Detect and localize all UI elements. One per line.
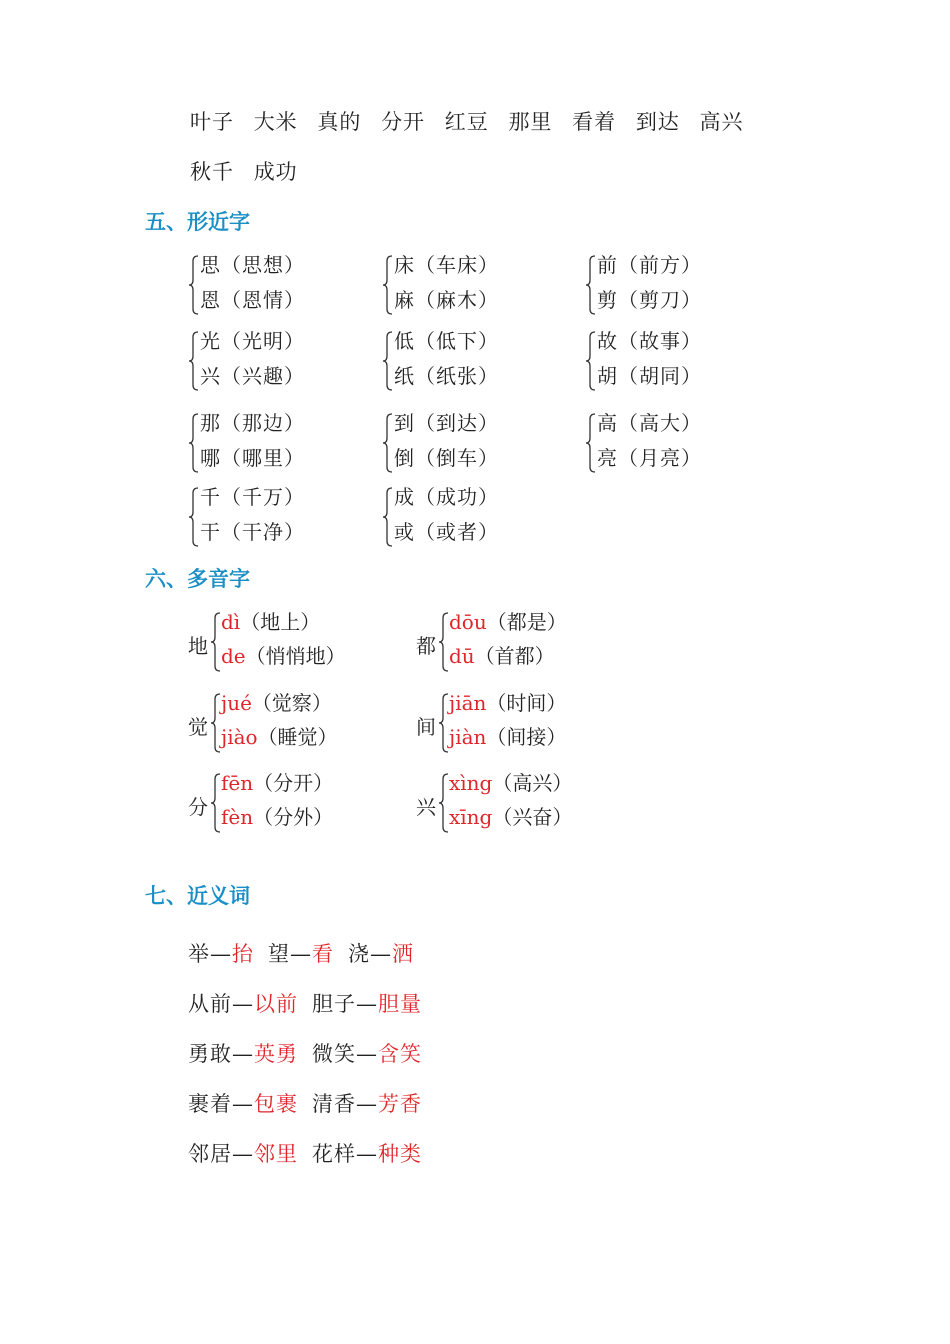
reading-example: （都是） bbox=[486, 610, 567, 634]
vocab-word: 那里 bbox=[508, 110, 553, 134]
dash: — bbox=[356, 1042, 378, 1066]
vocab-word: 看着 bbox=[572, 110, 617, 134]
polyphone-reading bbox=[221, 687, 332, 716]
similar-char-entry: 那（那边） bbox=[200, 411, 305, 435]
similar-char-entry: 千（千万） bbox=[200, 485, 305, 509]
synonym-word: 望 bbox=[268, 942, 290, 966]
pinyin: jué bbox=[221, 691, 252, 715]
pinyin: fēn bbox=[221, 771, 254, 795]
reading-example: （高兴） bbox=[492, 771, 573, 795]
reading-example: （地上） bbox=[240, 610, 321, 634]
similar-char-pair bbox=[382, 487, 562, 557]
similar-char-pair bbox=[585, 413, 765, 483]
polyphone-reading bbox=[449, 801, 572, 830]
polyphone-char: 觉 bbox=[188, 715, 208, 739]
polyphone-item bbox=[188, 773, 408, 843]
pinyin: de bbox=[221, 644, 246, 668]
polyphone-item bbox=[416, 773, 636, 843]
vocab-word: 大米 bbox=[253, 110, 298, 134]
similar-char-entry: 胡（胡同） bbox=[597, 364, 702, 388]
synonym-word: 微笑 bbox=[312, 1042, 356, 1066]
similar-char-entry: 兴（兴趣） bbox=[200, 364, 305, 388]
reading-example: （时间） bbox=[486, 691, 567, 715]
synonym-answer: 英勇 bbox=[254, 1042, 298, 1066]
pinyin: xìng bbox=[449, 771, 493, 795]
similar-char-entry: 纸（纸张） bbox=[394, 364, 499, 388]
synonym-answer: 抬 bbox=[232, 942, 254, 966]
dash: — bbox=[356, 992, 378, 1016]
similar-char-entry: 恩（恩情） bbox=[200, 288, 305, 312]
similar-char-entry: 到（到达） bbox=[394, 411, 499, 435]
curly-brace-icon bbox=[382, 487, 394, 547]
synonym-answer: 洒 bbox=[392, 942, 414, 966]
synonym-word: 花样 bbox=[312, 1142, 356, 1166]
synonym-line bbox=[188, 1088, 422, 1118]
reading-example: （觉察） bbox=[251, 691, 332, 715]
synonym-line bbox=[188, 1138, 422, 1168]
similar-char-pair bbox=[188, 255, 368, 325]
synonym-answer: 以前 bbox=[254, 992, 298, 1016]
reading-example: （首都） bbox=[474, 644, 555, 668]
similar-char-entry: 麻（麻木） bbox=[394, 288, 499, 312]
polyphone-reading bbox=[449, 767, 572, 796]
section-heading-polyphones: 六、多音字 bbox=[145, 567, 250, 591]
curly-brace-icon bbox=[585, 413, 597, 473]
synonym-answer: 芳香 bbox=[378, 1092, 422, 1116]
pinyin: xīng bbox=[449, 805, 493, 829]
polyphone-reading bbox=[221, 721, 338, 750]
vocab-line-1 bbox=[190, 106, 756, 136]
polyphone-char: 地 bbox=[188, 634, 208, 658]
pinyin: jiào bbox=[221, 725, 258, 749]
pinyin: dōu bbox=[449, 610, 487, 634]
curly-brace-icon bbox=[382, 413, 394, 473]
polyphone-item bbox=[188, 612, 408, 682]
polyphone-char: 都 bbox=[416, 634, 436, 658]
dash: — bbox=[356, 1142, 378, 1166]
similar-char-entry: 思（思想） bbox=[200, 253, 305, 277]
dash: — bbox=[232, 1042, 254, 1066]
synonym-line bbox=[188, 988, 422, 1018]
synonym-line bbox=[188, 1038, 422, 1068]
curly-brace-icon bbox=[382, 331, 394, 391]
pinyin: dū bbox=[449, 644, 475, 668]
polyphone-char: 兴 bbox=[416, 795, 436, 819]
vocab-word: 分开 bbox=[381, 110, 426, 134]
section-heading-similar-chars: 五、形近字 bbox=[145, 210, 250, 234]
vocab-line-2 bbox=[190, 156, 310, 186]
synonym-answer: 邻里 bbox=[254, 1142, 298, 1166]
similar-char-entry: 干（干净） bbox=[200, 520, 305, 544]
synonym-word: 胆子 bbox=[312, 992, 356, 1016]
vocab-word: 成功 bbox=[253, 160, 298, 184]
vocab-word: 叶子 bbox=[190, 110, 234, 134]
similar-char-entry: 成（成功） bbox=[394, 485, 499, 509]
polyphone-reading bbox=[221, 606, 320, 635]
synonym-answer: 含笑 bbox=[378, 1042, 422, 1066]
polyphone-item bbox=[188, 693, 408, 763]
similar-char-entry: 哪（哪里） bbox=[200, 446, 305, 470]
polyphone-char: 间 bbox=[416, 715, 436, 739]
synonym-word: 裹着 bbox=[188, 1092, 232, 1116]
curly-brace-icon bbox=[585, 331, 597, 391]
reading-example: （悄悄地） bbox=[245, 644, 346, 668]
polyphone-reading bbox=[221, 767, 333, 796]
similar-char-pair bbox=[382, 255, 562, 325]
synonym-answer: 种类 bbox=[378, 1142, 422, 1166]
polyphone-char: 分 bbox=[188, 795, 208, 819]
similar-char-pair bbox=[188, 413, 368, 483]
similar-char-entry: 床（车床） bbox=[394, 253, 499, 277]
pinyin: fèn bbox=[221, 805, 254, 829]
curly-brace-icon bbox=[188, 255, 200, 315]
similar-char-entry: 或（或者） bbox=[394, 520, 499, 544]
similar-char-entry: 光（光明） bbox=[200, 329, 305, 353]
reading-example: （分外） bbox=[253, 805, 334, 829]
curly-brace-icon bbox=[382, 255, 394, 315]
polyphone-reading bbox=[449, 721, 566, 750]
curly-brace-icon bbox=[585, 255, 597, 315]
vocab-word: 高兴 bbox=[699, 110, 744, 134]
vocab-word: 到达 bbox=[635, 110, 680, 134]
similar-char-entry: 剪（剪刀） bbox=[597, 288, 702, 312]
similar-char-pair bbox=[188, 487, 368, 557]
polyphone-reading bbox=[221, 801, 333, 830]
polyphone-reading bbox=[449, 606, 567, 635]
similar-char-entry: 亮（月亮） bbox=[597, 446, 702, 470]
similar-char-pair bbox=[585, 255, 765, 325]
pinyin: jiān bbox=[449, 691, 487, 715]
curly-brace-icon bbox=[188, 413, 200, 473]
pinyin: dì bbox=[221, 610, 241, 634]
synonym-answer: 包裹 bbox=[254, 1092, 298, 1116]
reading-example: （兴奋） bbox=[492, 805, 573, 829]
similar-char-entry: 高（高大） bbox=[597, 411, 702, 435]
synonym-word: 清香 bbox=[312, 1092, 356, 1116]
dash: — bbox=[210, 942, 232, 966]
reading-example: （分开） bbox=[253, 771, 334, 795]
section-heading-synonyms: 七、近义词 bbox=[145, 884, 250, 908]
dash: — bbox=[356, 1092, 378, 1116]
similar-char-pair bbox=[382, 331, 562, 401]
polyphone-item bbox=[416, 693, 636, 763]
reading-example: （间接） bbox=[486, 725, 567, 749]
synonym-word: 勇敢 bbox=[188, 1042, 232, 1066]
similar-char-pair bbox=[188, 331, 368, 401]
synonym-word: 从前 bbox=[188, 992, 232, 1016]
dash: — bbox=[232, 1092, 254, 1116]
synonym-answer: 看 bbox=[312, 942, 334, 966]
vocab-word: 秋千 bbox=[190, 160, 234, 184]
dash: — bbox=[232, 1142, 254, 1166]
similar-char-pair bbox=[382, 413, 562, 483]
similar-char-entry: 倒（倒车） bbox=[394, 446, 499, 470]
vocab-word: 真的 bbox=[317, 110, 362, 134]
synonym-word: 邻居 bbox=[188, 1142, 232, 1166]
synonym-answer: 胆量 bbox=[378, 992, 422, 1016]
similar-char-pair bbox=[585, 331, 765, 401]
polyphone-reading bbox=[449, 687, 566, 716]
curly-brace-icon bbox=[188, 487, 200, 547]
curly-brace-icon bbox=[188, 331, 200, 391]
dash: — bbox=[370, 942, 392, 966]
polyphone-item bbox=[416, 612, 636, 682]
polyphone-reading bbox=[449, 640, 555, 669]
similar-char-entry: 低（低下） bbox=[394, 329, 499, 353]
similar-char-entry: 前（前方） bbox=[597, 253, 702, 277]
reading-example: （睡觉） bbox=[257, 725, 338, 749]
polyphone-reading bbox=[221, 640, 346, 669]
dash: — bbox=[290, 942, 312, 966]
vocab-word: 红豆 bbox=[444, 110, 489, 134]
dash: — bbox=[232, 992, 254, 1016]
synonym-line bbox=[188, 938, 414, 968]
synonym-word: 浇 bbox=[348, 942, 370, 966]
pinyin: jiàn bbox=[449, 725, 487, 749]
synonym-word: 举 bbox=[188, 942, 210, 966]
similar-char-entry: 故（故事） bbox=[597, 329, 702, 353]
